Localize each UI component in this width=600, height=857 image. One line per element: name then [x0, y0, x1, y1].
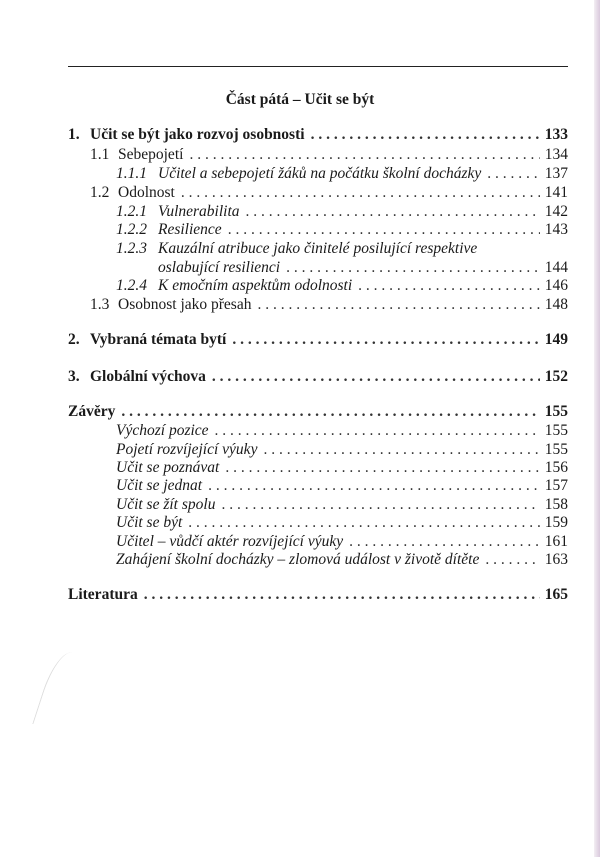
toc-entry-title: Vybraná témata bytí — [90, 331, 227, 348]
toc-entry-number: 1.2.4 — [116, 277, 147, 294]
toc-entry-page: 165 — [544, 586, 568, 603]
dot-leader — [263, 441, 540, 459]
toc-entry-page: 155 — [544, 403, 568, 420]
toc-entry-title: Učit se jednat — [116, 477, 203, 494]
dot-leader — [257, 296, 540, 314]
part-title: Část pátá – Učit se být — [225, 91, 375, 108]
toc-entry-title: Učit se žít spolu — [116, 496, 216, 513]
toc-entry-number: 3. — [68, 368, 80, 385]
toc-entry-page: 152 — [544, 368, 568, 385]
toc-entry-1-2-2[interactable] — [116, 221, 568, 239]
dot-leader — [208, 477, 540, 495]
toc-entry-page: 163 — [544, 551, 568, 568]
toc-entry-1-2-3[interactable] — [158, 259, 568, 277]
toc-entry-page: 155 — [544, 422, 568, 439]
toc-entry-page: 157 — [544, 477, 568, 494]
toc-entry-page: 137 — [544, 165, 568, 182]
dot-leader — [212, 368, 540, 386]
toc-entry-zavery-6[interactable] — [116, 514, 568, 532]
toc-entry-number: 1.2.1 — [116, 203, 147, 220]
toc-entry-page: 149 — [544, 331, 568, 348]
toc-entry-page: 134 — [544, 146, 568, 163]
toc-entry-page: 144 — [544, 259, 568, 276]
toc-entry-title: Globální výchova — [90, 368, 206, 385]
toc-entry-title: Sebepojetí — [118, 146, 184, 163]
dot-leader — [188, 514, 540, 532]
toc-entry-zavery-5[interactable] — [116, 496, 568, 514]
toc-entry-title: Učitel – vůdčí aktér rozvíjející výuky — [116, 533, 344, 550]
toc-entry-number: 2. — [68, 331, 80, 348]
toc-entry-title: Učit se být jako rozvoj osobnosti — [90, 126, 305, 143]
toc-entry-number: 1.3 — [90, 296, 110, 313]
toc-entry-number: 1. — [68, 126, 80, 143]
toc-entry-title: Odolnost — [118, 184, 175, 201]
dot-leader — [311, 126, 540, 144]
toc-entry-title: Závěry — [68, 403, 116, 420]
toc-entry-page: 156 — [544, 459, 568, 476]
toc-entry-1-2-3-first-line[interactable] — [116, 240, 477, 258]
dot-leader — [181, 184, 540, 202]
dot-leader — [487, 165, 540, 183]
dot-leader — [232, 331, 540, 349]
toc-entry-title: Učit se být — [116, 514, 183, 531]
toc-entry-chapter-2[interactable] — [68, 331, 568, 349]
toc-entry-title: K emočním aspektům odolnosti — [158, 277, 353, 294]
toc-entry-zavery-1[interactable] — [116, 422, 568, 440]
toc-entry-title: Zahájení školní docházky – zlomová událost v životě dítěte — [116, 551, 480, 568]
toc-entry-number: 1.1 — [90, 146, 110, 163]
toc-entry-zavery-7[interactable] — [116, 533, 568, 551]
toc-entry-title: Resilience — [158, 221, 222, 238]
toc-entry-title: Učit se poznávat — [116, 459, 220, 476]
toc-entry-chapter-3[interactable] — [68, 368, 568, 386]
toc-entry-title: Osobnost jako přesah — [118, 296, 252, 313]
toc-entry-number: 1.2 — [90, 184, 110, 201]
toc-entry-number: 1.1.1 — [116, 165, 147, 182]
dot-leader — [246, 203, 540, 221]
toc-entry-1-1[interactable] — [90, 146, 568, 164]
toc-entry-zavery-2[interactable] — [116, 441, 568, 459]
dot-leader — [358, 277, 540, 295]
toc-entry-zavery[interactable] — [68, 403, 568, 421]
dot-leader — [221, 496, 540, 514]
dot-leader — [286, 259, 540, 277]
toc-entry-1-3[interactable] — [90, 296, 568, 314]
toc-entry-page: 158 — [544, 496, 568, 513]
toc-entry-page: 148 — [544, 296, 568, 313]
toc-entry-title: Učitel a sebepojetí žáků na počátku školní docházky — [158, 165, 482, 182]
toc-entry-zavery-8[interactable] — [116, 551, 568, 569]
toc-entry-1-2-4[interactable] — [116, 277, 568, 295]
toc-entry-page: 142 — [544, 203, 568, 220]
toc-entry-title: Vulnerabilita — [158, 203, 240, 220]
toc-entry-page: 143 — [544, 221, 568, 238]
dot-leader — [228, 221, 540, 239]
dot-leader — [349, 533, 540, 551]
dot-leader — [225, 459, 540, 477]
toc-entry-1-2[interactable] — [90, 184, 568, 202]
toc-entry-page: 141 — [544, 184, 568, 201]
toc-entry-page: 161 — [544, 533, 568, 550]
toc-entry-title-line1: Kauzální atribuce jako činitelé posilující respektive — [158, 240, 478, 257]
toc-entry-zavery-4[interactable] — [116, 477, 568, 495]
toc-entry-title: Pojetí rozvíjející výuky — [116, 441, 258, 458]
toc-entry-literatura[interactable] — [68, 586, 568, 604]
toc-entry-page: 155 — [544, 441, 568, 458]
toc-entry-zavery-3[interactable] — [116, 459, 568, 477]
toc-entry-title: Literatura — [68, 586, 138, 603]
toc-entry-page: 146 — [544, 277, 568, 294]
toc-entry-chapter-1[interactable] — [68, 126, 568, 144]
dot-leader — [144, 586, 540, 604]
toc-entry-title-line2: oslabující resilienci — [158, 259, 281, 276]
dot-leader — [215, 422, 540, 440]
toc-entry-1-1-1[interactable] — [116, 165, 568, 183]
toc-entry-number: 1.2.2 — [116, 221, 147, 238]
dot-leader — [121, 403, 540, 421]
toc-entry-title: Výchozí pozice — [116, 422, 209, 439]
toc-entry-1-2-1[interactable] — [116, 203, 568, 221]
toc-entry-page: 159 — [544, 514, 568, 531]
dot-leader — [189, 146, 540, 164]
dot-leader — [485, 551, 540, 569]
toc-entry-number: 1.2.3 — [116, 240, 147, 257]
toc-entry-page: 133 — [544, 126, 568, 143]
